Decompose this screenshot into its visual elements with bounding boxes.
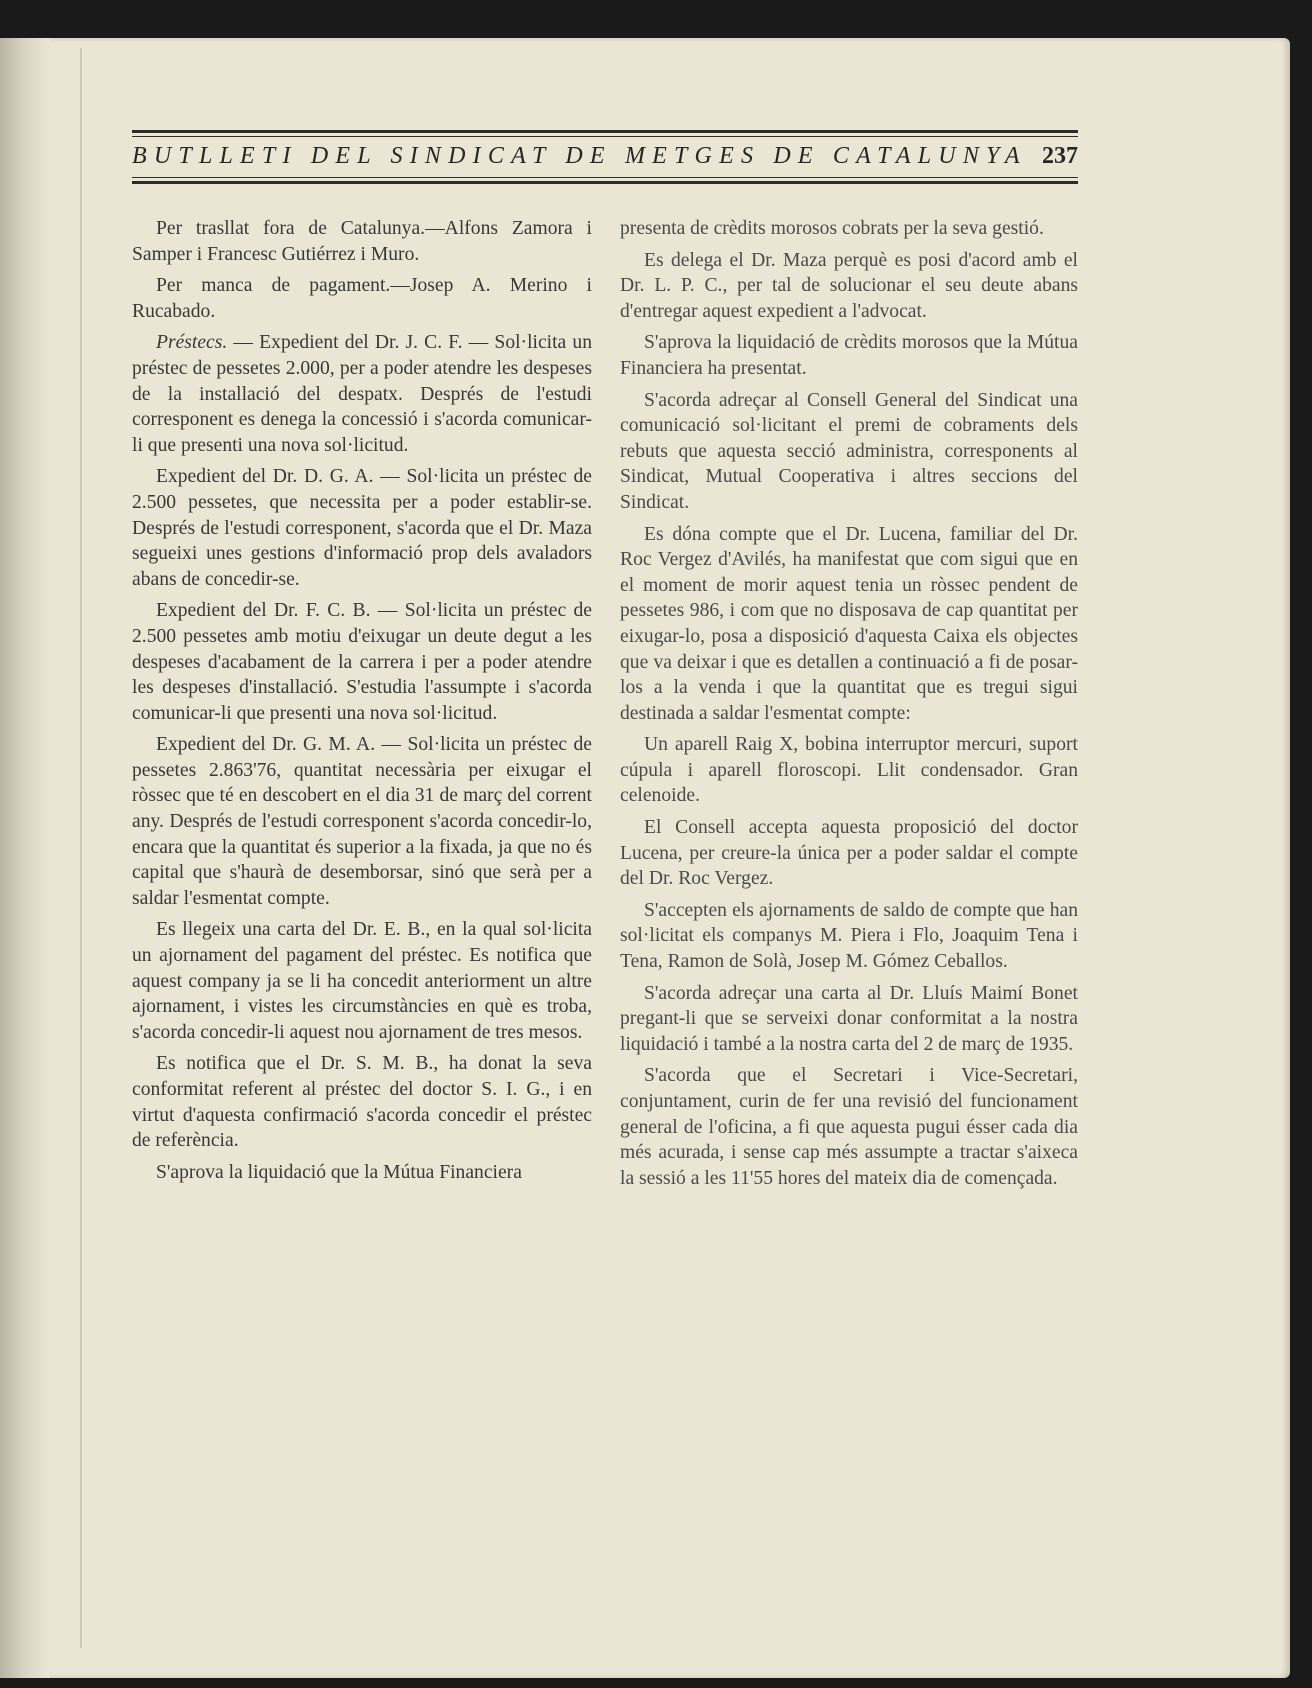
running-title: BUTLLETI DEL SINDICAT DE METGES DE CATALUNYA — [132, 143, 1027, 169]
header-bottom-rule — [132, 181, 1078, 184]
paragraph: S'accepten els ajornaments de saldo de compte que han sol·licitat els companys M. Piera i Flo, Joaquim Tena i Tena, Ramon de Solà, Josep M. Gómez Ceballos. — [620, 899, 1078, 973]
paragraph: Per trasllat fora de Catalunya.—Alfons Zamora i Samper i Francesc Gutiérrez i Muro. — [132, 218, 592, 265]
paragraph: S'aprova la liquidació que la Mútua Financiera — [156, 1161, 522, 1183]
paragraph: Per manca de pagament.—Josep A. Merino i Rucabado. — [132, 275, 592, 322]
paragraph: Préstecs. — Expedient del Dr. J. C. F. — Sol·licita un préstec de pessetes 2.000, per a poder atendre les despeses de la installació del despatx. Després de l'estudi corresponent es denega la concessió i s'acorda comunicar-li que presenti una nova sol·licitud. — [132, 332, 592, 456]
paragraph: Es notifica que el Dr. S. M. B., ha donat la seva conformitat referent al préstec del doctor S. I. G., i en virtut d'aquesta confirmació s'acorda concedir el préstec de referència. — [132, 1053, 592, 1152]
paragraph: presenta de crèdits morosos cobrats per la seva gestió. — [620, 218, 1044, 239]
header-top-rule — [132, 130, 1078, 133]
page-gutter — [0, 38, 50, 1678]
paragraph: S'acorda adreçar una carta al Dr. Lluís Maimí Bonet pregant-li que se serveixi donar conformitat a la nostra liquidació i també a la nostra carta del 2 de març de 1935. — [620, 982, 1078, 1055]
fold-line — [80, 48, 82, 1648]
paragraph: El Consell accepta aquesta proposició del doctor Lucena, per creure-la única per a poder saldar el compte del Dr. Roc Vergez. — [620, 817, 1078, 890]
paragraph: Expedient del Dr. G. M. A. — Sol·licita un préstec de pessetes 2.863'76, quantitat necessària per eixugar el ròssec que té en descobert en el dia 31 de març del corrent any. Després de l'estudi corresponent s'acorda concedir-lo, encara que la quantitat és superior a la fixada, ja que no és capital que s'haurà de desemborsar, sinó que serà per a saldar l'esmentat compte. — [132, 734, 592, 909]
paragraph: S'aprova la liquidació de crèdits morosos que la Mútua Financiera ha presentat. — [620, 332, 1078, 379]
right-column — [620, 216, 1078, 1191]
section-lead: Préstecs. — [156, 332, 228, 354]
paragraph: S'acorda adreçar al Consell General del Sindicat una comunicació sol·licitant el premi de cobraments dels rebuts que aquesta secció administra, corresponents al Sindicat, Mutual Cooperativa i altres seccions del Sindicat. — [620, 389, 1078, 513]
paragraph: S'acorda que el Secretari i Vice-Secretari, conjuntament, curin de fer una revisió del funcionament general de l'oficina, a fi que aquesta pugui ésser cada dia més acurada, i sense cap més assumpte a tractar s'aixeca la sessió a les 11'55 hores del mateix dia de començada. — [620, 1065, 1078, 1189]
paragraph: Es delega el Dr. Maza perquè es posi d'acord amb el Dr. L. P. C., per tal de solucionar el seu deute abans d'entregar aquest expedient a l'advocat. — [620, 249, 1078, 322]
paragraph: Expedient del Dr. F. C. B. — Sol·licita un préstec de 2.500 pessetes amb motiu d'eixugar un deute degut a les despeses d'acabament de la carrera i per a poder atendre les despeses d'installació. S'estudia l'assumpte i s'acorda comunicar-li que presenti una nova sol·licitud. — [132, 600, 592, 724]
paragraph: Es dóna compte que el Dr. Lucena, familiar del Dr. Roc Vergez d'Avilés, ha manifestat que com sigui que en el moment de morir aquest tenia un ròssec pendent de pessetes 986, i com que no disposava de cap quantitat per eixugar-lo, posa a disposició d'aquesta Caixa els objectes que va deixar i que es detallen a continuació a fi de posar-los a la venda i que la quantitat que es tregui sigui destinada a saldar l'esmentat compte: — [620, 523, 1078, 724]
running-header — [132, 130, 1078, 184]
header-bottom-rule-thin — [132, 177, 1078, 178]
paragraph: Expedient del Dr. D. G. A. — Sol·licita un préstec de 2.500 pessetes, que necessita per a poder establir-se. Després de l'estudi corresponent, s'acorda que el Dr. Maza segueixi unes gestions d'informació prop dels avaladors abans de concedir-se. — [132, 466, 592, 590]
left-column — [132, 216, 592, 1185]
paragraph: Es llegeix una carta del Dr. E. B., en la qual sol·licita un ajornament del pagament del préstec. Es notifica que aquest company ja se li ha concedit anteriorment un altre ajornament, i vistes les circumstàncies en què es troba, s'acorda concedir-li aquest nou ajornament de tres mesos. — [132, 919, 592, 1043]
page-number: 237 — [1042, 143, 1078, 169]
paragraph: Un aparell Raig X, bobina interruptor mercuri, suport cúpula i aparell floroscopi. Llit condensador. Gran celenoide. — [620, 734, 1078, 807]
